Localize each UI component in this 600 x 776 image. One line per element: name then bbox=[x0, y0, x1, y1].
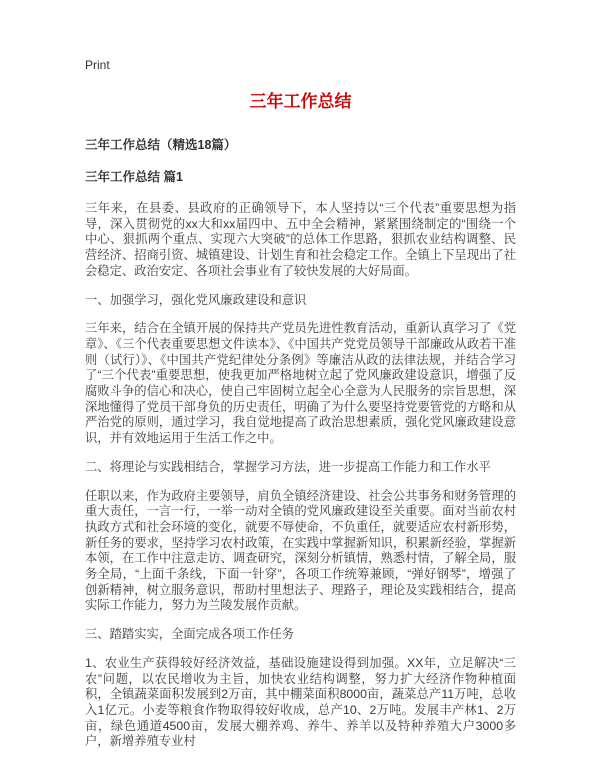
intro-paragraph: 三年来，在县委、县政府的正确领导下，本人坚持以“三个代表”重要思想为指导，深入贯彻党的xx大和xx届四中、五中全会精神，紧紧围绕制定的“围绕一个中心、狠抓两个重点、实现六大突破”的总体工作思路，狠抓农业结构调整、民营经济、招商引资、城镇建设、计划生育和社会稳定工作。全镇上下呈现出了社会稳定、政治安定、各项社会事业有了较快发展的大好局面。 bbox=[85, 201, 516, 278]
paragraph: 1、农业生产获得较好经济效益，基础设施建设得到加强。XX年，立足解决“三农”问题，以农民增收为主旨，加快农业结构调整，努力扩大经济作物种植面积，全镇蔬菜面积发展到2万亩，其中棚菜面积8000亩，蔬菜总产11万吨，总收入1亿元。小麦等粮食作物取得较好收成，总产10、2万吨。发展丰产林1、2万亩，绿色通道4500亩，发展大棚养鸡、养牛、养羊以及特种养殖大户3000多户，新增养殖专业村 bbox=[85, 655, 516, 749]
paragraph: 任职以来，作为政府主要领导，肩负全镇经济建设、社会公共事务和财务管理的重大责任，一言一行，一举一动对全镇的党风廉政建设至关重要。面对当前农村执政方式和社会环境的变化，就要不辱使命，不负重任，就要适应农村新形势，新任务的要求，坚持学习农村政策，在实践中掌握新知识，积累新经验，掌握新本领，在工作中注意走访、调查研究，深刻分析镇情，熟悉村情，了解全局，服务全局，“上面千条线，下面一针穿”，各项工作统筹兼顾，“弹好钢琴”，增强了创新精神，树立服务意识，帮助村里想法子、理路子，理论及实践相结合，提高实际工作能力，努力为兰陵发展作贡献。 bbox=[85, 488, 516, 613]
print-link[interactable]: Print bbox=[85, 58, 110, 72]
paragraph: 三年来，结合在全镇开展的保持共产党员先进性教育活动，重新认真学习了《党章》、《三个代表重要思想文件读本》、《中国共产党党员领导干部廉政从政若干准则（试行）》、《中国共产党纪律处分条例》等廉洁从政的法律法规，并结合学习了“三个代表”重要思想，使我更加严格地树立起了党风廉政建设意识，增强了反腐败斗争的信心和决心，使自己牢固树立起全心全意为人民服务的宗旨思想，深深地懂得了党员干部身负的历史责任，明确了为什么要坚持党要管党的方略和从严治党的原则，通过学习，我自觉地提高了政治思想素质，强化党风廉政建设意识，并有效地运用于生活工作之中。 bbox=[85, 321, 516, 446]
section-heading: 三年工作总结 篇1 bbox=[85, 170, 183, 184]
page-title: 三年工作总结 bbox=[249, 92, 352, 111]
heading-three: 三、踏踏实实，全面完成各项工作任务 bbox=[85, 627, 295, 642]
heading-two: 二、将理论与实践相结合，掌握学习方法，进一步提高工作能力和工作水平 bbox=[85, 459, 491, 474]
heading-one: 一、加强学习，强化党风廉政建设和意识 bbox=[85, 292, 307, 307]
article-subtitle: 三年工作总结（精选18篇） bbox=[85, 138, 237, 152]
